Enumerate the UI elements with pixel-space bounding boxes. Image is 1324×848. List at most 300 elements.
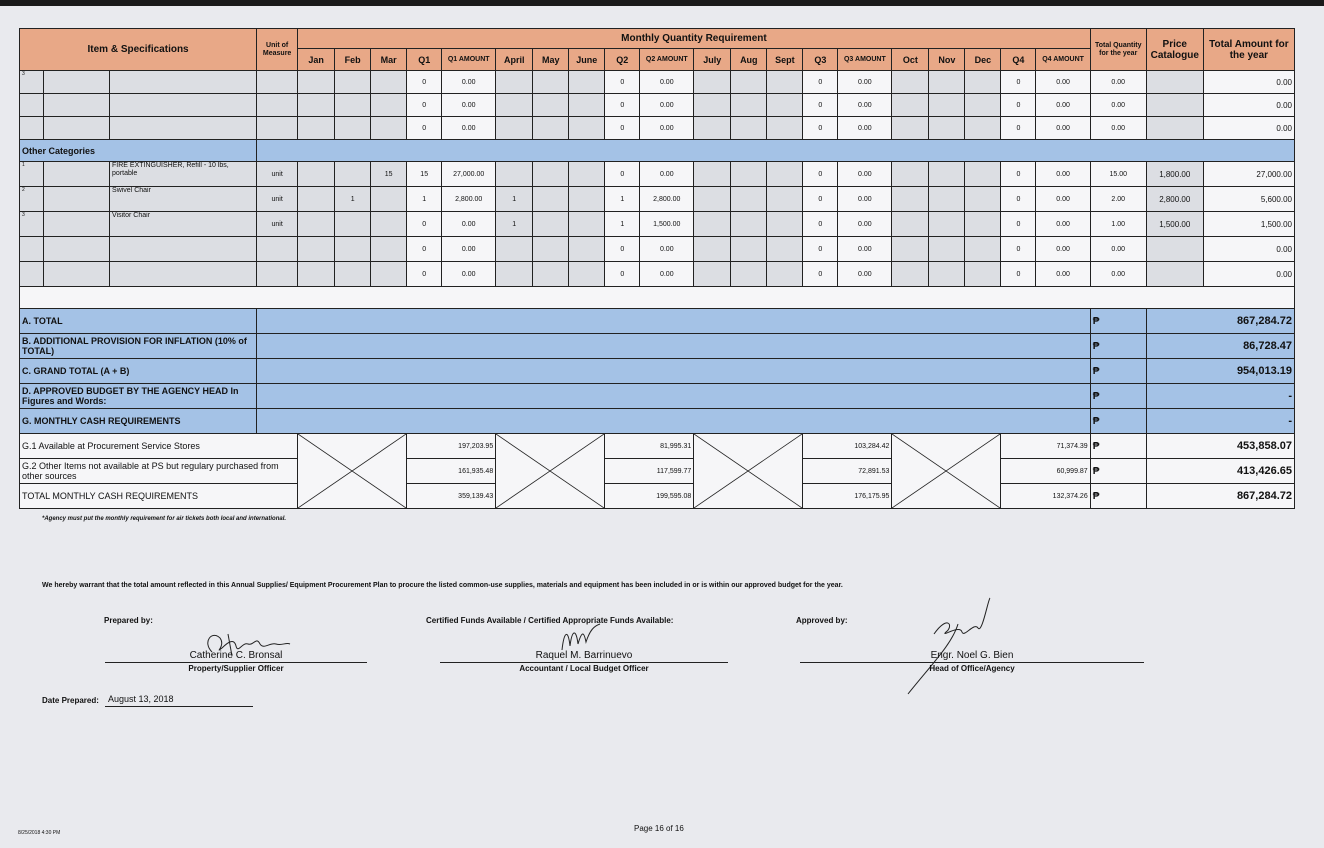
- other-categories-row: [20, 140, 1295, 162]
- cell: [767, 94, 803, 117]
- cell-q3a: 0.00: [838, 262, 892, 287]
- cash-q1: 359,139.43: [407, 484, 496, 509]
- cell-q3a: 0.00: [838, 71, 892, 94]
- cell-q2a: 0.00: [640, 71, 694, 94]
- price: [1146, 71, 1203, 94]
- cell-jan: [298, 71, 335, 94]
- cash-q1: 197,203.95: [407, 434, 496, 459]
- item-name: Swivel Chair: [110, 187, 257, 212]
- header-month: Sept: [767, 49, 803, 71]
- certified-signature-line: [440, 662, 728, 663]
- header-unit: Unit of Measure: [257, 29, 298, 71]
- cell: [965, 94, 1001, 117]
- peso-sign: ₱: [1090, 484, 1146, 509]
- cell-q4a: 0.00: [1036, 212, 1090, 237]
- cell-q3a: 0.00: [838, 117, 892, 140]
- header-month: Q3 AMOUNT: [838, 49, 892, 71]
- total-row-a: [20, 309, 1295, 334]
- header-month: Q2 AMOUNT: [640, 49, 694, 71]
- cell-jan: [298, 262, 335, 287]
- cell-q2a: 0.00: [640, 117, 694, 140]
- row-number: [20, 94, 44, 117]
- cell-q1: 1: [407, 187, 442, 212]
- cell: [965, 162, 1001, 187]
- header-month: Q3: [803, 49, 838, 71]
- cell-mar: [371, 212, 407, 237]
- table-row: [20, 237, 1295, 262]
- cell-q1a: 0.00: [442, 212, 496, 237]
- cell-q4a: 0.00: [1036, 117, 1090, 140]
- print-timestamp: 8/25/2018 4:30 PM: [18, 830, 61, 836]
- cell-q3: 0: [803, 187, 838, 212]
- header-month: May: [533, 49, 569, 71]
- peso-sign: ₱: [1090, 309, 1146, 334]
- total-amount: 0.00: [1203, 117, 1294, 140]
- cell-apr: [496, 237, 533, 262]
- table-row: [20, 94, 1295, 117]
- total-amount: 5,600.00: [1203, 187, 1294, 212]
- cell: [965, 212, 1001, 237]
- approved-title: Head of Office/Agency: [929, 664, 1015, 673]
- warrant-text: We hereby warrant that the total amount reflected in this Annual Supplies/ Equipment Procurement Plan to procure the listed common-use supplies, materials and equipment has been included in or is within our approved budget for the year.: [42, 582, 843, 589]
- cell-q3a: 0.00: [838, 94, 892, 117]
- header-month: Q1 AMOUNT: [442, 49, 496, 71]
- crossed-cell: [496, 434, 605, 509]
- cell: [694, 71, 731, 94]
- cash-total: 453,858.07: [1146, 434, 1294, 459]
- peso-sign: ₱: [1090, 359, 1146, 384]
- date-line: [105, 706, 253, 707]
- cell-apr: [496, 162, 533, 187]
- cell-q3: 0: [803, 94, 838, 117]
- header-month: Jan: [298, 49, 335, 71]
- header-month: Q1: [407, 49, 442, 71]
- cell: [731, 237, 767, 262]
- table-row: [20, 117, 1295, 140]
- total-amount: 0.00: [1203, 262, 1294, 287]
- cell: [533, 71, 569, 94]
- crossed-cell: [892, 434, 1001, 509]
- cell-apr: [496, 117, 533, 140]
- cell: [929, 262, 965, 287]
- item-name: FIRE EXTINGUISHER, Refill - 10 lbs, portable: [110, 162, 257, 187]
- cell-q3a: 0.00: [838, 187, 892, 212]
- certified-name: Raquel M. Barrinuevo: [535, 650, 633, 661]
- cell-apr: [496, 71, 533, 94]
- cell-q2a: 0.00: [640, 162, 694, 187]
- cash-row: [20, 459, 1295, 484]
- cell: [533, 117, 569, 140]
- cell: [731, 212, 767, 237]
- item-name: [110, 71, 257, 94]
- cell: [569, 162, 605, 187]
- header-month: Mar: [371, 49, 407, 71]
- cash-row: [20, 484, 1295, 509]
- cell: [257, 384, 1091, 409]
- cell: [533, 212, 569, 237]
- header-month: Nov: [929, 49, 965, 71]
- cell-q1: 0: [407, 94, 442, 117]
- cell: [929, 187, 965, 212]
- cell: [20, 287, 1295, 309]
- cell: [929, 117, 965, 140]
- peso-sign: ₱: [1090, 409, 1146, 434]
- cell-q3: 0: [803, 162, 838, 187]
- cell-jan: [298, 162, 335, 187]
- cell-feb: [335, 94, 371, 117]
- header-month: April: [496, 49, 533, 71]
- cash-q2: 81,995.31: [605, 434, 694, 459]
- cell: [569, 117, 605, 140]
- cash-q2: 117,599.77: [605, 459, 694, 484]
- total-amount: 0.00: [1203, 237, 1294, 262]
- header-month: Feb: [335, 49, 371, 71]
- prepared-title: Property/Supplier Officer: [188, 664, 284, 673]
- cash-q2: 199,595.08: [605, 484, 694, 509]
- prepared-signature-line: [105, 662, 367, 663]
- cell-q2a: 2,800.00: [640, 187, 694, 212]
- row-number: 3: [20, 71, 44, 94]
- price: [1146, 117, 1203, 140]
- cell: [44, 162, 110, 187]
- total-qty: 0.00: [1090, 71, 1146, 94]
- cell-q1a: 0.00: [442, 237, 496, 262]
- cell: [892, 237, 929, 262]
- cell-feb: [335, 237, 371, 262]
- cell: [965, 71, 1001, 94]
- cell-q2: 0: [605, 117, 640, 140]
- unit-cell: [257, 94, 298, 117]
- table-row: [20, 212, 1295, 237]
- table-row: [20, 162, 1295, 187]
- cash-total: 413,426.65: [1146, 459, 1294, 484]
- cell-q4: 0: [1001, 162, 1036, 187]
- header-price: Price Catalogue: [1146, 29, 1203, 71]
- cell-mar: [371, 262, 407, 287]
- header-total-qty: Total Quantity for the year: [1090, 29, 1146, 71]
- cell-q4a: 0.00: [1036, 71, 1090, 94]
- approved-signature-line: [800, 662, 1144, 663]
- cell: [44, 71, 110, 94]
- total-value-c: 954,013.19: [1146, 359, 1294, 384]
- header-month: Aug: [731, 49, 767, 71]
- cash-q4: 60,999.87: [1001, 459, 1090, 484]
- cell: [965, 262, 1001, 287]
- cell: [44, 237, 110, 262]
- cell-jan: [298, 117, 335, 140]
- cell-q1: 0: [407, 262, 442, 287]
- cell-jan: [298, 237, 335, 262]
- cell: [44, 212, 110, 237]
- cell-q2: 0: [605, 94, 640, 117]
- crossed-cell: [694, 434, 803, 509]
- cell-mar: 15: [371, 162, 407, 187]
- cash-q3: 103,284.42: [803, 434, 892, 459]
- cell: [257, 359, 1091, 384]
- unit-cell: [257, 262, 298, 287]
- cell: [929, 212, 965, 237]
- total-row-c: [20, 359, 1295, 384]
- cell: [892, 71, 929, 94]
- cell: [533, 262, 569, 287]
- approved-name: Engr. Noel G. Bien: [930, 650, 1014, 661]
- cell-q1a: 27,000.00: [442, 162, 496, 187]
- peso-sign: ₱: [1090, 459, 1146, 484]
- other-categories-label: Other Categories: [20, 140, 257, 162]
- header-month: Q4 AMOUNT: [1036, 49, 1090, 71]
- table-row: [20, 187, 1295, 212]
- cell-q4a: 0.00: [1036, 94, 1090, 117]
- cell: [694, 117, 731, 140]
- cell-q3a: 0.00: [838, 212, 892, 237]
- signature-bien: [900, 594, 996, 698]
- cell-q2: 1: [605, 187, 640, 212]
- header-month: Q4: [1001, 49, 1036, 71]
- price: 1,800.00: [1146, 162, 1203, 187]
- cell: [965, 237, 1001, 262]
- cell: [892, 94, 929, 117]
- cell: [694, 187, 731, 212]
- cell-mar: [371, 71, 407, 94]
- peso-sign: ₱: [1090, 334, 1146, 359]
- cell: [694, 262, 731, 287]
- table-row: [20, 262, 1295, 287]
- cash-q4: 132,374.26: [1001, 484, 1090, 509]
- item-name: [110, 117, 257, 140]
- cell-q2: 0: [605, 71, 640, 94]
- cell-q1a: 0.00: [442, 71, 496, 94]
- cell-mar: [371, 94, 407, 117]
- unit-cell: unit: [257, 212, 298, 237]
- cash-row-label: G.1 Available at Procurement Service Stores: [20, 434, 298, 459]
- price: [1146, 94, 1203, 117]
- crossed-cell: [298, 434, 407, 509]
- header-monthly: Monthly Quantity Requirement: [298, 29, 1091, 49]
- header-month: Dec: [965, 49, 1001, 71]
- cell: [44, 187, 110, 212]
- prepared-name: Catherine C. Bronsal: [189, 650, 283, 661]
- cell-q3: 0: [803, 237, 838, 262]
- date-value: August 13, 2018: [108, 694, 174, 704]
- cell-q4: 0: [1001, 117, 1036, 140]
- cash-q1: 161,935.48: [407, 459, 496, 484]
- cell: [569, 237, 605, 262]
- row-number: 2: [20, 187, 44, 212]
- cell-q1: 15: [407, 162, 442, 187]
- cell: [694, 237, 731, 262]
- cell-apr: 1: [496, 212, 533, 237]
- cell-feb: 1: [335, 187, 371, 212]
- cell: [965, 117, 1001, 140]
- cell: [767, 187, 803, 212]
- cell-q2a: 0.00: [640, 262, 694, 287]
- cell-q4: 0: [1001, 212, 1036, 237]
- total-value-b: 86,728.47: [1146, 334, 1294, 359]
- cell-q3a: 0.00: [838, 237, 892, 262]
- cell: [533, 94, 569, 117]
- cell-q1a: 0.00: [442, 117, 496, 140]
- cell: [767, 212, 803, 237]
- cell: [929, 237, 965, 262]
- spacer-row: [20, 287, 1295, 309]
- cell: [929, 94, 965, 117]
- cell-q1: 0: [407, 237, 442, 262]
- peso-sign: ₱: [1090, 384, 1146, 409]
- cell: [767, 237, 803, 262]
- cell: [694, 212, 731, 237]
- cash-row-label: G.2 Other Items not available at PS but regulary purchased from other sources: [20, 459, 298, 484]
- total-qty: 1.00: [1090, 212, 1146, 237]
- total-qty: 0.00: [1090, 237, 1146, 262]
- cell-q4: 0: [1001, 94, 1036, 117]
- total-value-d: -: [1146, 384, 1294, 409]
- cell-q3: 0: [803, 71, 838, 94]
- top-edge: [0, 0, 1324, 6]
- cell-feb: [335, 71, 371, 94]
- header-month: July: [694, 49, 731, 71]
- cell-feb: [335, 162, 371, 187]
- cell: [731, 117, 767, 140]
- cell: [257, 409, 1091, 434]
- total-amount: 0.00: [1203, 71, 1294, 94]
- cash-row: [20, 434, 1295, 459]
- header-item-spec: Item & Specifications: [20, 29, 257, 71]
- header-month: Oct: [892, 49, 929, 71]
- cell-q2: 0: [605, 262, 640, 287]
- unit-cell: [257, 237, 298, 262]
- row-number: [20, 262, 44, 287]
- cell: [694, 94, 731, 117]
- cash-q3: 72,891.53: [803, 459, 892, 484]
- cell-apr: 1: [496, 187, 533, 212]
- cell-q2: 1: [605, 212, 640, 237]
- total-label-c: C. GRAND TOTAL (A + B): [20, 359, 257, 384]
- total-amount: 0.00: [1203, 94, 1294, 117]
- total-label-g: G. MONTHLY CASH REQUIREMENTS: [20, 409, 257, 434]
- cell-mar: [371, 117, 407, 140]
- approved-label: Approved by:: [796, 616, 848, 625]
- price: 1,500.00: [1146, 212, 1203, 237]
- cell: [929, 162, 965, 187]
- total-value-a: 867,284.72: [1146, 309, 1294, 334]
- unit-cell: [257, 117, 298, 140]
- cell: [767, 117, 803, 140]
- cell: [533, 162, 569, 187]
- row-number: 1: [20, 162, 44, 187]
- cell-q2: 0: [605, 162, 640, 187]
- cell: [767, 71, 803, 94]
- cell-q1: 0: [407, 71, 442, 94]
- cell-q2a: 0.00: [640, 237, 694, 262]
- item-name: [110, 94, 257, 117]
- date-label: Date Prepared:: [42, 696, 99, 705]
- cash-q3: 176,175.95: [803, 484, 892, 509]
- cell-q4a: 0.00: [1036, 162, 1090, 187]
- item-name: [110, 237, 257, 262]
- cell: [731, 162, 767, 187]
- cell-q1: 0: [407, 212, 442, 237]
- cell: [257, 140, 1295, 162]
- price: 2,800.00: [1146, 187, 1203, 212]
- cell-jan: [298, 187, 335, 212]
- cell-q4: 0: [1001, 187, 1036, 212]
- cash-row-label: TOTAL MONTHLY CASH REQUIREMENTS: [20, 484, 298, 509]
- cell-apr: [496, 94, 533, 117]
- item-name: Visitor Chair: [110, 212, 257, 237]
- page-number: Page 16 of 16: [634, 824, 684, 833]
- cell-q4: 0: [1001, 262, 1036, 287]
- total-qty: 0.00: [1090, 262, 1146, 287]
- cell: [569, 212, 605, 237]
- cell: [569, 187, 605, 212]
- total-qty: 0.00: [1090, 94, 1146, 117]
- cell-q3: 0: [803, 212, 838, 237]
- item-name: [110, 262, 257, 287]
- cell: [892, 212, 929, 237]
- cell: [533, 187, 569, 212]
- cell: [569, 262, 605, 287]
- cell-q1a: 2,800.00: [442, 187, 496, 212]
- cell-q4a: 0.00: [1036, 262, 1090, 287]
- cell: [569, 71, 605, 94]
- cell-jan: [298, 212, 335, 237]
- cell-mar: [371, 187, 407, 212]
- unit-cell: unit: [257, 162, 298, 187]
- cell: [965, 187, 1001, 212]
- total-label-a: A. TOTAL: [20, 309, 257, 334]
- cell-q3a: 0.00: [838, 162, 892, 187]
- row-number: [20, 117, 44, 140]
- cell: [44, 94, 110, 117]
- cell-apr: [496, 262, 533, 287]
- cell-q2a: 0.00: [640, 94, 694, 117]
- total-qty: 2.00: [1090, 187, 1146, 212]
- footnote: *Agency must put the monthly requirement for air tickets both local and international.: [42, 516, 287, 522]
- cash-total: 867,284.72: [1146, 484, 1294, 509]
- cell-feb: [335, 262, 371, 287]
- peso-sign: ₱: [1090, 434, 1146, 459]
- cell: [533, 237, 569, 262]
- cell-q4a: 0.00: [1036, 237, 1090, 262]
- cell: [731, 187, 767, 212]
- cell: [731, 71, 767, 94]
- cell: [767, 262, 803, 287]
- cell-q2: 0: [605, 237, 640, 262]
- cell-q1a: 0.00: [442, 262, 496, 287]
- header-total-amount: Total Amount for the year: [1203, 29, 1294, 71]
- total-label-b: B. ADDITIONAL PROVISION FOR INFLATION (10% of TOTAL): [20, 334, 257, 359]
- cell: [892, 162, 929, 187]
- cell-feb: [335, 117, 371, 140]
- cell-q1: 0: [407, 117, 442, 140]
- cell: [892, 187, 929, 212]
- unit-cell: unit: [257, 187, 298, 212]
- certified-label: Certified Funds Available / Certified Appropriate Funds Available:: [426, 616, 674, 625]
- cell-q3: 0: [803, 262, 838, 287]
- cell-mar: [371, 237, 407, 262]
- row-number: 3: [20, 212, 44, 237]
- cell-q3: 0: [803, 117, 838, 140]
- cell: [257, 309, 1091, 334]
- price: [1146, 237, 1203, 262]
- table-row: [20, 71, 1295, 94]
- cell: [731, 94, 767, 117]
- cell: [569, 94, 605, 117]
- total-amount: 1,500.00: [1203, 212, 1294, 237]
- total-amount: 27,000.00: [1203, 162, 1294, 187]
- total-qty: 15.00: [1090, 162, 1146, 187]
- cell: [767, 162, 803, 187]
